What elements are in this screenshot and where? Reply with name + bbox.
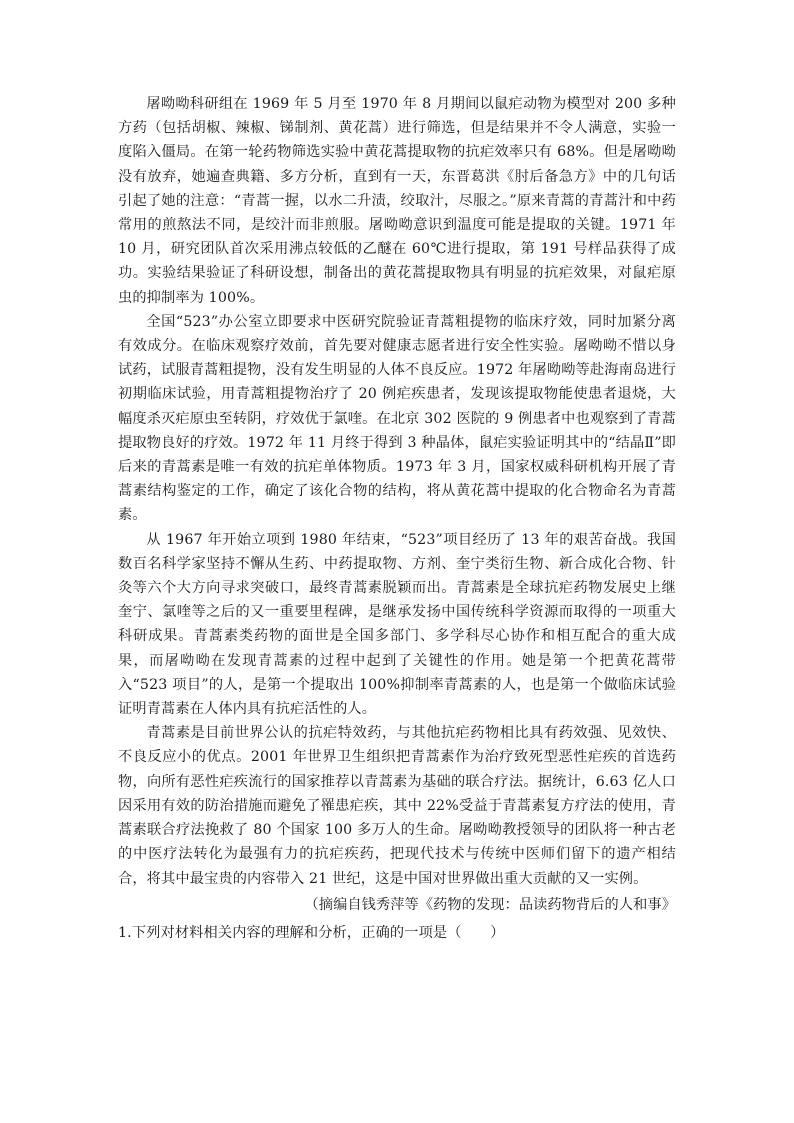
article-body [118,92,676,945]
paragraph-3: 从 1967 年开始立项到 1980 年结束，“523”项目经历了 13 年的艰苦奋战。我国数百名科学家坚持不懈从生药、中药提取物、方剂、奎宁类衍生物、新合成化合物、针灸等六个大方向寻求突破口，最终青蒿素脱颖而出。青蒿素是全球抗疟药物发展史上继奎宁、氯喹等之后的又一重要里程碑，是继承发扬中国传统科学资源而取得的一项重大科研成果。青蒿素类药物的面世是全国多部门、多学科尽心协作和相互配合的重大成果，而屠呦呦在发现青蒿素的过程中起到了关键性的作用。她是第一个把黄花蒿带入“523 项目”的人，是第一个提取出 100%抑制率青蒿素的人，也是第一个做临床试验证明青蒿素在人体内具有抗疟活性的人。 [118,531,676,718]
paragraph-2: 全国“523”办公室立即要求中医研究院验证青蒿粗提物的临床疗效，同时加紧分离有效成分。在临床观察疗效前，首先要对健康志愿者进行安全性实验。屠呦呦不惜以身试药，试服青蒿粗提物，没有发生明显的人体不良反应。1972 年屠呦呦等赴海南岛进行初期临床试验，用青蒿粗提物治疗了 20 例疟疾患者，发现该提取物能使患者退烧，大幅度杀灭疟原虫至转阴，疗效优于氯喹。在北京 302 医院的 9 例患者中也观察到了青蒿提取物良好的疗效。1972 年 11 月终于得到 3 种晶体，鼠疟实验证明其中的“结晶Ⅱ”即后来的青蒿素是唯一有效的抗疟单体物质。1973 年 3 月，国家权威科研机构开展了青蒿素结构鉴定的工作，确定了该化合物的结构，将从黄花蒿中提取的化合物命名为青蒿素。 [118,313,676,524]
question-1: 1.下列对材料相关内容的理解和分析，正确的一项是（ ） [118,924,505,941]
paragraph-1: 屠呦呦科研组在 1969 年 5 月至 1970 年 8 月期间以鼠疟动物为模型对 200 多种方药（包括胡椒、辣椒、锑制剂、黄花蒿）进行筛选，但是结果并不令人满意，实验一度陷入僵局。在第一轮药物筛选实验中黄花蒿提取物的抗疟效率只有 68%。但是屠呦呦没有放弃，她遍查典籍、多方分析，直到有一天，东晋葛洪《肘后备急方》中的几句话引起了她的注意：“青蒿一握，以水二升渍，绞取汁，尽服之。”原来青蒿的青蒿汁和中药常用的煎熬法不同，是绞汁而非煎服。屠呦呦意识到温度可能是提取的关键。1971 年 10 月，研究团队首次采用沸点较低的乙醚在 60℃进行提取，第 191 号样品获得了成功。实验结果验证了科研设想，制备出的黄花蒿提取物具有明显的抗疟效果，对鼠疟原虫的抑制率为 100%。 [118,96,676,306]
paragraph-4: 青蒿素是目前世界公认的抗疟特效药，与其他抗疟药物相比具有药效强、见效快、不良反应小的优点。2001 年世界卫生组织把青蒿素作为治疗致死型恶性疟疾的首选药物，向所有恶性疟疾流行的国家推荐以青蒿素为基础的联合疗法。据统计，6.63 亿人口因采用有效的防治措施而避免了罹患疟疾，其中 22%受益于青蒿素复方疗法的使用，青蒿素联合疗法挽救了 80 个国家 100 多万人的生命。屠呦呦教授领导的团队将一种古老的中医疗法转化为最强有力的抗疟疾药，把现代技术与传统中医师们留下的遗产相结合，将其中最宝贵的内容带入 21 世纪，这是中国对世界做出重大贡献的又一实例。 [118,725,676,887]
source-citation: （摘编自钱秀萍等《药物的发现：品读药物背后的人和事》 [304,896,676,913]
